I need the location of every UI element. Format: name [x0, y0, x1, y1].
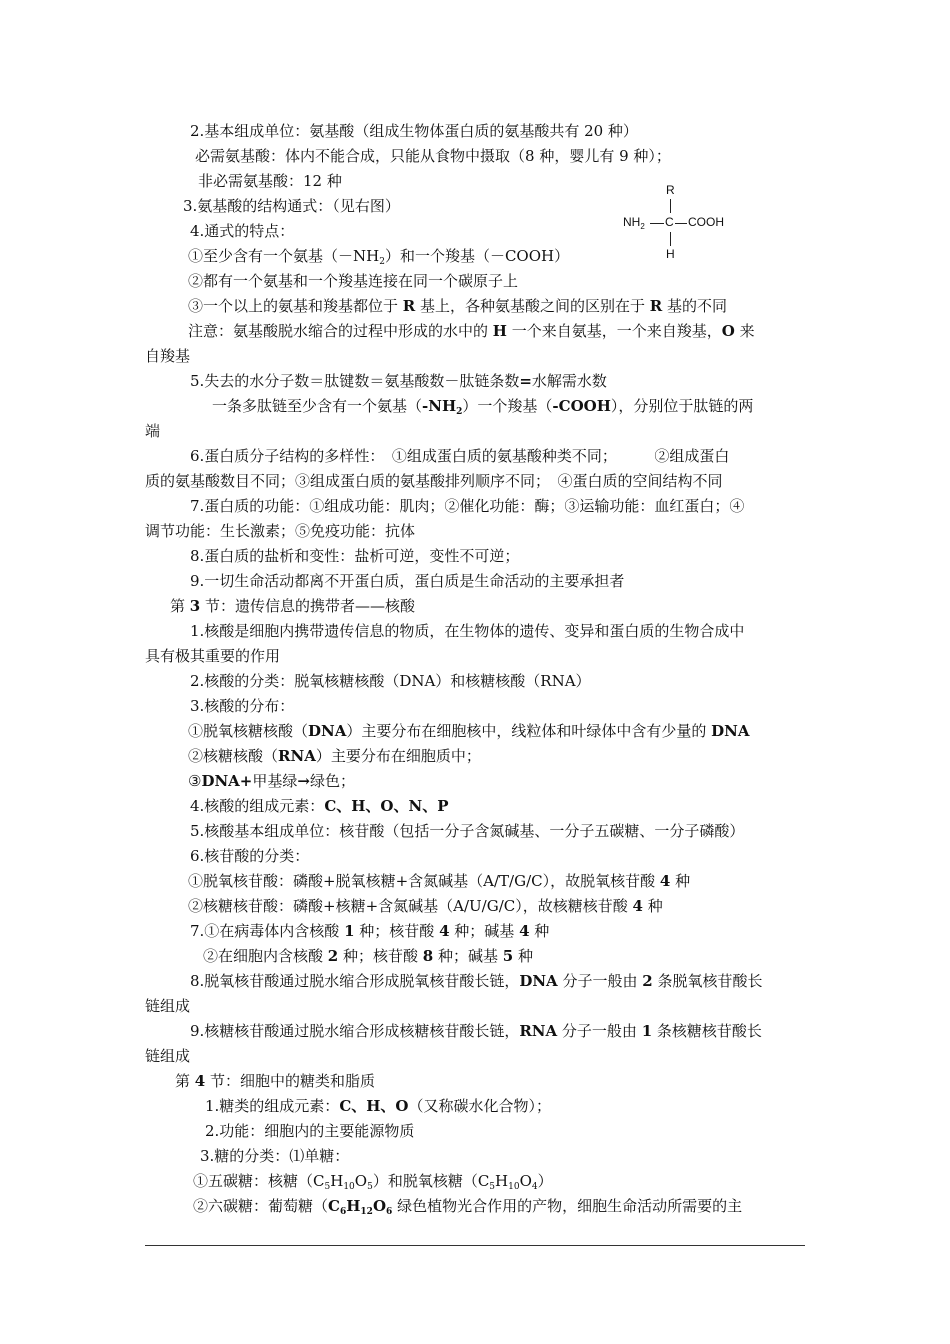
line-nucleic-classification: 2.核酸的分类：脱氧核糖核酸（DNA）和核糖核酸（RNA） — [190, 672, 591, 690]
line-essential-aa: 必需氨基酸：体内不能合成，只能从食物中摄取（8 种，婴儿有 9 种）； — [195, 147, 671, 165]
formula-c: C — [665, 215, 674, 229]
line-nucleic-distribution: 3.核酸的分布： — [190, 697, 295, 715]
line-nucleic-elements: 4.核酸的组成元素：C、H、O、N、P — [190, 797, 449, 815]
formula-bond-left — [650, 223, 664, 224]
line-cell-nucleic: ②在细胞内含核酸 2 种；核苷酸 8 种；碱基 5 种 — [203, 947, 533, 965]
line-protein-role: 9.一切生命活动都离不开蛋白质，蛋白质是生命活动的主要承担者 — [190, 572, 625, 590]
line-nonessential-aa: 非必需氨基酸：12 种 — [198, 172, 342, 190]
line-diversity: 6.蛋白质分子结构的多样性： ①组成蛋白质的氨基酸种类不同； ②组成蛋白 — [190, 447, 730, 465]
line-deoxynucleotide: ①脱氧核苷酸：磷酸+脱氧核糖+含氮碱基（A/T/G/C），故脱氧核苷酸 4 种 — [188, 872, 691, 890]
formula-bond-bottom — [670, 232, 671, 246]
line-aa-formula: 3.氨基酸的结构通式：（见右图） — [183, 197, 400, 215]
line-feature-3: ③一个以上的氨基和羧基都位于 R 基上，各种氨基酸之间的区别在于 R 基的不同 — [188, 297, 728, 315]
section-4-title: 第 4 节：细胞中的糖类和脂质 — [175, 1072, 375, 1090]
line-formula-features: 4.通式的特点： — [190, 222, 295, 240]
line-nucleic-acid-def-cont: 具有极其重要的作用 — [145, 647, 281, 665]
line-rna-distribution: ②核糖核酸（RNA）主要分布在细胞质中； — [188, 747, 481, 765]
line-sugar-elements: 1.糖类的组成元素：C、H、O（又称碳水化合物）； — [205, 1097, 552, 1115]
line-note-cont: 自羧基 — [145, 347, 191, 365]
line-feature-2: ②都有一个氨基和一个羧基连接在同一个碳原子上 — [188, 272, 519, 290]
line-dna-chain-cont: 链组成 — [145, 997, 191, 1015]
footer-divider — [145, 1245, 805, 1246]
line-hexose: ②六碳糖：葡萄糖（$C_6H_{12}O_6$ 绿色植物光合作用的产物，细胞生命活动所需要的主 — [193, 1197, 743, 1217]
line-salting-out: 8.蛋白质的盐析和变性：盐析可逆，变性不可逆； — [190, 547, 520, 565]
line-rna-chain: 9.核糖核苷酸通过脱水缩合形成核糖核苷酸长链，RNA 分子一般由 1 条核糖核苷酸长 — [190, 1022, 762, 1040]
line-dna-chain: 8.脱氧核苷酸通过脱水缩合形成脱氧核苷酸长链，DNA 分子一般由 2 条脱氧核苷酸长 — [190, 972, 763, 990]
line-virus-nucleic: 7.①在病毒体内含核酸 1 种；核苷酸 4 种；碱基 4 种 — [190, 922, 550, 940]
line-sugar-classification: 3.糖的分类：⑴单糖： — [200, 1147, 350, 1165]
formula-cooh: COOH — [688, 215, 724, 229]
section-3-title: 第 3 节：遗传信息的携带者——核酸 — [170, 597, 415, 615]
line-diversity-cont: 质的氨基酸数目不同；③组成蛋白质的氨基酸排列顺序不同； ④蛋白质的空间结构不同 — [145, 472, 723, 490]
line-feature-1: ①至少含有一个氨基$(-NH_2)$和一个羧基（－COOH） — [188, 247, 570, 267]
line-protein-function-cont: 调节功能：生长激素；⑤免疫功能：抗体 — [145, 522, 416, 540]
line-protein-function: 7.蛋白质的功能：①组成功能：肌肉；②催化功能：酶；③运输功能：血红蛋白；④ — [190, 497, 745, 515]
line-water-count: 5.失去的水分子数＝肽键数＝氨基酸数－肽链条数=水解需水数 — [190, 372, 607, 390]
line-nucleotide-classification: 6.核苷酸的分类： — [190, 847, 310, 865]
line-polypeptide-cont: 端 — [145, 422, 161, 440]
formula-r: R — [666, 183, 675, 197]
line-nucleotide-unit: 5.核酸基本组成单位：核苷酸（包括一分子含氮碱基、一分子五碳糖、一分子磷酸） — [190, 822, 745, 840]
formula-bond-right — [675, 223, 687, 224]
line-ribonucleotide: ②核糖核苷酸：磷酸+核糖+含氮碱基（A/U/G/C），故核糖核苷酸 4 种 — [188, 897, 663, 915]
line-basic-unit: 2.基本组成单位：氨基酸（组成生物体蛋白质的氨基酸共有 20 种） — [190, 122, 638, 140]
line-sugar-function: 2.功能：细胞内的主要能源物质 — [205, 1122, 415, 1140]
amino-acid-formula — [620, 183, 760, 263]
formula-bond-top — [670, 199, 671, 213]
line-polypeptide: 一条多肽链至少含有一个氨基$(-NH_2)$一个羧基（-COOH），分别位于肽链的两 — [212, 397, 754, 417]
formula-h: H — [666, 247, 675, 261]
line-dna-distribution: ①脱氧核糖核酸（DNA）主要分布在细胞核中，线粒体和叶绿体中含有少量的 DNA — [188, 722, 750, 740]
line-rna-chain-cont: 链组成 — [145, 1047, 191, 1065]
line-nucleic-acid-def: 1.核酸是细胞内携带遗传信息的物质，在生物体的遗传、变异和蛋白质的生物合成中 — [190, 622, 745, 640]
line-note: 注意：氨基酸脱水缩合的过程中形成的水中的 H 一个来自氨基，一个来自羧基，O 来 — [188, 322, 755, 340]
line-methyl-green: ③DNA+甲基绿→绿色； — [188, 772, 355, 790]
line-pentose: ①五碳糖：核糖$(C_5H_{10}O_5)$和脱氧核糖$(C_5H_{10}O_4)$ — [193, 1172, 553, 1192]
formula-nh2: $NH_2$ — [623, 215, 645, 231]
